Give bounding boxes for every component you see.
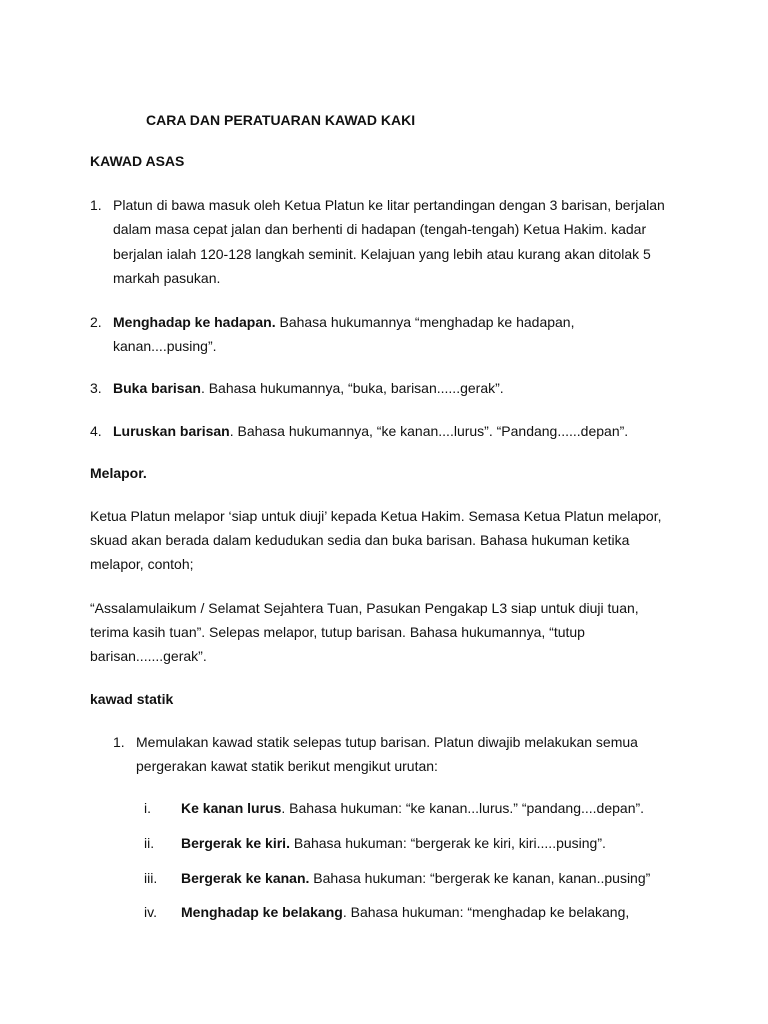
list-number: 1. — [113, 734, 125, 750]
item-text: Bahasa hukuman: “bergerak ke kiri, kiri.....pusing”. — [289, 835, 606, 851]
document-title: CARA DAN PERATUARAN KAWAD KAKI — [146, 112, 416, 128]
paragraph-line: Platun di bawa masuk oleh Ketua Platun ke litar pertandingan dengan 3 barisan, berjalan — [113, 197, 665, 213]
bold-term: Menghadap ke belakang — [181, 904, 343, 920]
sublist-number: i. — [144, 800, 151, 816]
bold-term: Ke kanan lurus — [181, 800, 282, 816]
bold-term: Buka barisan — [113, 380, 201, 396]
sublist-number: iii. — [144, 870, 158, 886]
sublist-item — [181, 900, 629, 924]
paragraph-line: pergerakan kawat statik berikut mengikut urutan: — [136, 758, 438, 774]
paragraph-line: kanan....pusing”. — [113, 338, 217, 354]
sublist-number: iv. — [144, 904, 157, 920]
sublist-item — [181, 866, 650, 890]
list-item-buka-barisan — [113, 376, 504, 400]
item-text: Bahasa hukuman: “bergerak ke kanan, kanan..pusing” — [309, 870, 651, 886]
bold-term: Bergerak ke kanan. — [181, 870, 310, 886]
section-heading-kawad-asas: KAWAD ASAS — [90, 153, 185, 169]
list-number: 3. — [90, 380, 102, 396]
list-number: 1. — [90, 197, 102, 213]
item-text: . Bahasa hukuman: “ke kanan...lurus.” “pandang....depan”. — [281, 800, 645, 816]
list-item-luruskan-barisan — [113, 419, 628, 443]
paragraph-line: melapor, contoh; — [90, 556, 194, 572]
sublist-item — [181, 831, 606, 855]
sublist-item — [181, 796, 644, 820]
list-number: 4. — [90, 423, 102, 439]
paragraph-line: barisan.......gerak”. — [90, 648, 207, 664]
paragraph-line: dalam masa cepat jalan dan berhenti di hadapan (tengah-tengah) Ketua Hakim. kadar — [113, 221, 647, 237]
paragraph-line: Memulakan kawad statik selepas tutup barisan. Platun diwajib melakukan semua — [136, 734, 638, 750]
paragraph-line: “Assalamulaikum / Selamat Sejahtera Tuan, Pasukan Pengakap L3 siap untuk diuji tuan, — [90, 600, 639, 616]
item-text: Bahasa hukumannya “menghadap ke hadapan, — [275, 314, 575, 330]
bold-term: Luruskan barisan — [113, 423, 230, 439]
bold-term: Bergerak ke kiri. — [181, 835, 290, 851]
paragraph-line: Ketua Platun melapor ‘siap untuk diuji’ kepada Ketua Hakim. Semasa Ketua Platun melapor, — [90, 508, 662, 524]
item-text: . Bahasa hukuman: “menghadap ke belakang, — [342, 904, 630, 920]
item-text: . Bahasa hukumannya, “ke kanan....lurus”. “Pandang......depan”. — [229, 423, 629, 439]
list-number: 2. — [90, 314, 102, 330]
bold-term: Menghadap ke hadapan. — [113, 314, 276, 330]
paragraph-line: berjalan ialah 120-128 langkah seminit. Kelajuan yang lebih atau kurang akan ditolak 5 — [113, 246, 651, 262]
list-item-menghadap — [113, 310, 574, 334]
item-text: . Bahasa hukumannya, “buka, barisan......gerak”. — [200, 380, 504, 396]
paragraph-line: skuad akan berada dalam kedudukan sedia dan buka barisan. Bahasa hukuman ketika — [90, 532, 630, 548]
section-heading-melapor: Melapor. — [90, 465, 147, 481]
paragraph-line: markah pasukan. — [113, 270, 221, 286]
sublist-number: ii. — [144, 835, 155, 851]
paragraph-line: terima kasih tuan”. Selepas melapor, tutup barisan. Bahasa hukumannya, “tutup — [90, 624, 585, 640]
section-heading-kawad-statik: kawad statik — [90, 691, 174, 707]
